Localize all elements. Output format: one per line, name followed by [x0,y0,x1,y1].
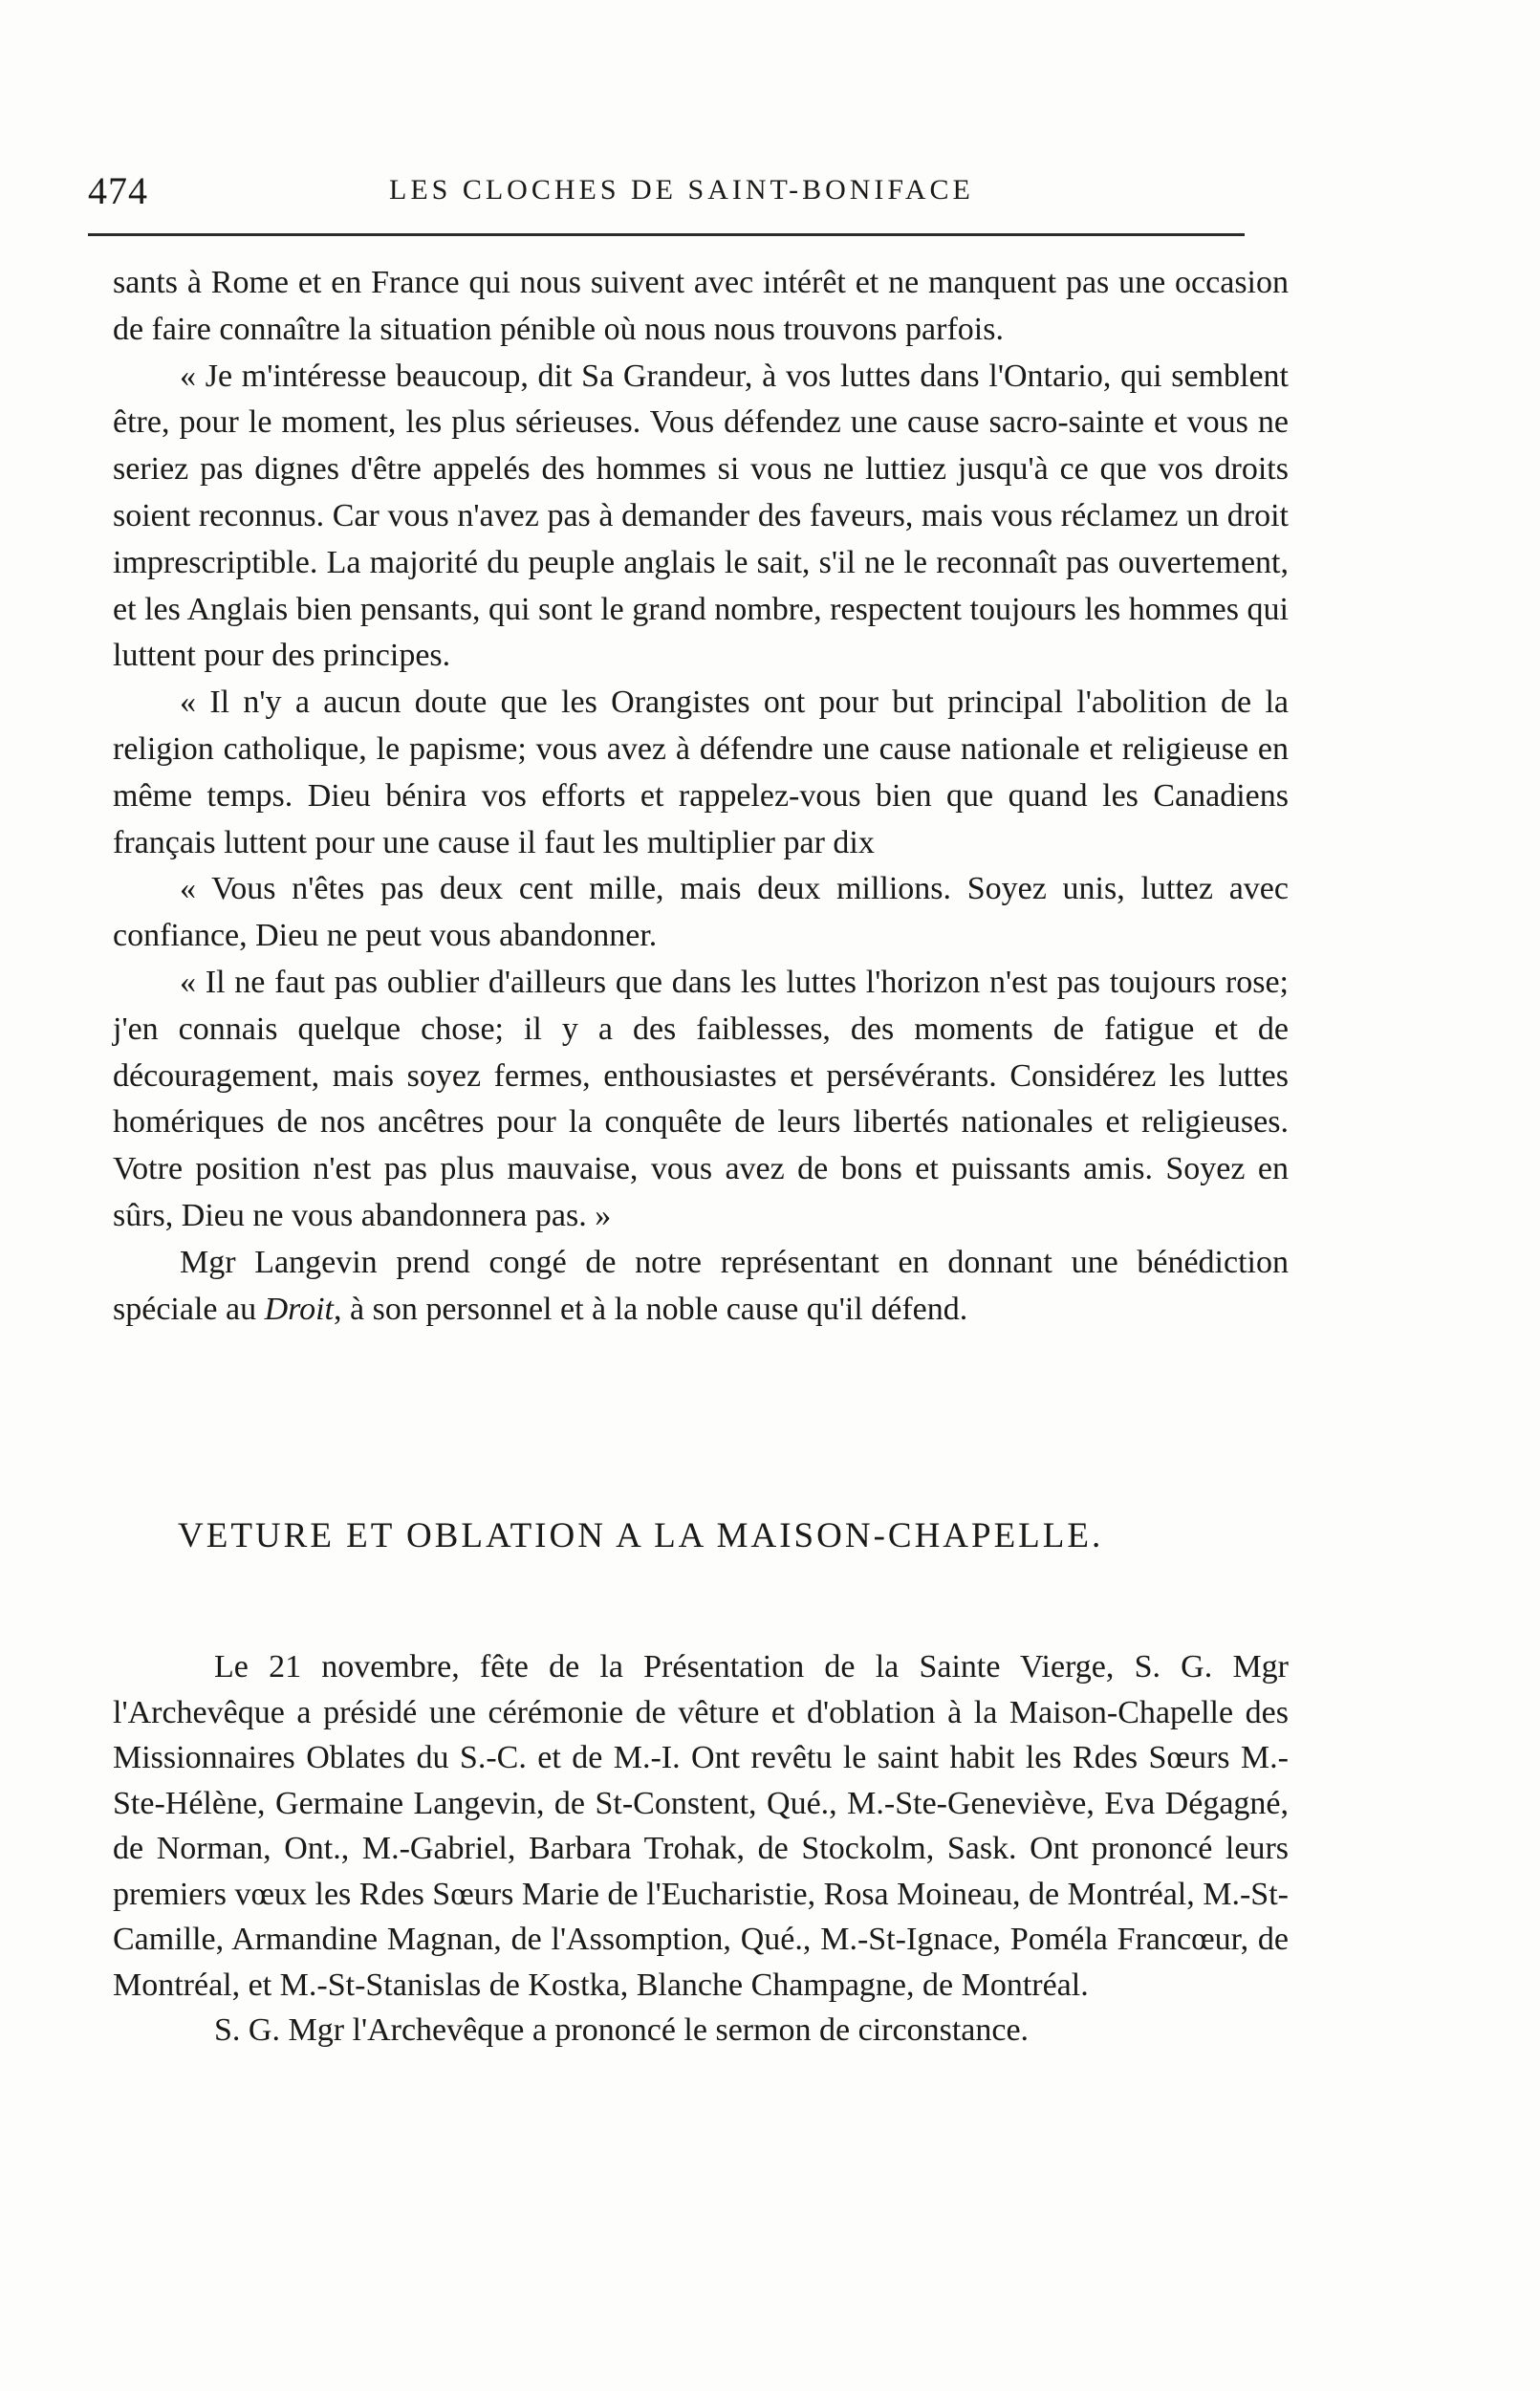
paragraph-quote-1: « Je m'intéresse beaucoup, dit Sa Grandeur, à vos luttes dans l'Ontario, qui semblent être, pour le moment, les plus sérieuses. Vous défendez une cause sacro-sainte et vous ne seriez pas dignes d'être appelés des hommes si vous ne luttiez jusqu'à ce que vos droits soient reconnus. Car vous n'avez pas à demander des faveurs, mais vous réclamez un droit imprescriptible. La majorité du peuple anglais le sait, s'il ne le reconnaît pas ouvertement, et les Anglais bien pensants, qui sont le grand nombre, respectent toujours les hommes qui luttent pour des principes. [113,358,1289,674]
page-number: 474 [88,169,148,212]
paragraph-closing [113,1240,1289,1334]
paragraph-quote-4: « Il ne faut pas oublier d'ailleurs que dans les luttes l'horizon n'est pas toujours rose; j'en connais quelque chose; il y a des faiblesses, des moments de fatigue et de découragement, mais soyez fermes, enthousiastes et persévérants. Considérez les luttes homériques de nos ancêtres pour la conquête de leurs libertés nationales et religieuses. Votre position n'est pas plus mauvaise, vous avez de bons et puissants amis. Soyez en sûrs, Dieu ne vous abandonnera pas. » [113,964,1289,1233]
closing-text-before: Mgr Langevin prend congé de notre représentant en donnant une bénédiction spéciale au [113,1244,1289,1327]
section-body [113,1644,1289,2054]
section-paragraph-1: Le 21 novembre, fête de la Présentation de la Sainte Vierge, S. G. Mgr l'Archevêque a présidé une cérémonie de vêture et d'oblation à la Maison-Chapelle des Missionnaires Oblates du S.-C. et de M.-I. Ont revêtu le saint habit les Rdes Sœurs M.-Ste-Hélène, Germaine Langevin, de St-Constent, Qué., M.-Ste-Geneviève, Eva Dégagné, de Norman, Ont., M.-Gabriel, Barbara Trohak, de Stockolm, Sask. Ont prononcé leurs premiers vœux les Rdes Sœurs Marie de l'Eucharistie, Rosa Moineau, de Montréal, M.-St-Camille, Armandine Magnan, de l'Assomption, Qué., M.-St-Ignace, Poméla Francœur, de Montréal, et M.-St-Stanislas de Kostka, Blanche Champagne, de Montréal. [113,1649,1289,2003]
closing-text-italic: Droit [264,1291,334,1327]
article-body [113,260,1289,1333]
page-header [88,168,1245,226]
section-paragraph-2: S. G. Mgr l'Archevêque a prononcé le sermon de circonstance. [214,2012,1030,2048]
paragraph-continued: sants à Rome et en France qui nous suivent avec intérêt et ne manquent pas une occasion de faire connaître la situation pénible où nous nous trouvons parfois. [113,265,1289,347]
header-rule [88,233,1245,236]
paragraph-quote-2: « Il n'y a aucun doute que les Orangistes ont pour but principal l'abolition de la religion catholique, le papisme; vous avez à défendre une cause nationale et religieuse en même temps. Dieu bénira vos efforts et rappelez-vous bien que quand les Canadiens français luttent pour une cause il faut les multiplier par dix [113,685,1289,860]
paragraph-quote-3: « Vous n'êtes pas deux cent mille, mais deux millions. Soyez unis, luttez avec confiance, Dieu ne peut vous abandonner. [113,871,1289,954]
section-heading: VETURE ET OBLATION A LA MAISON-CHAPELLE. [178,1516,1104,1555]
running-title: LES CLOCHES DE SAINT-BONIFACE [389,174,974,206]
closing-text-after: , à son personnel et à la noble cause qu'il défend. [334,1291,968,1327]
